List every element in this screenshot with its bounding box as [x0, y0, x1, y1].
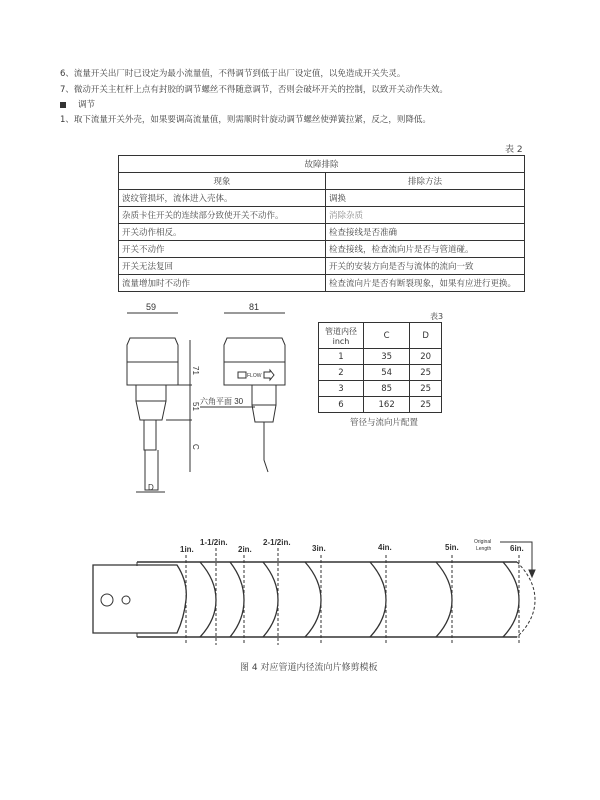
label-5in: 5in. — [445, 543, 459, 552]
flow-label: FLOW — [247, 373, 262, 379]
note-6: 6、流量开关出厂时已设定为最小流量值，不得调节到低于出厂设定值，以免造成开关失灵。 — [60, 69, 406, 79]
dim-width-59: 59 — [146, 302, 157, 312]
cell: 162 — [364, 397, 410, 413]
table-row — [319, 397, 442, 413]
label-1in: 1in. — [180, 545, 194, 554]
cell: 54 — [364, 365, 410, 381]
device-side-view — [200, 302, 285, 472]
table-row — [319, 349, 442, 365]
label-2-1-2in: 2-1/2in. — [263, 538, 291, 547]
dim-c: C — [191, 444, 200, 450]
remedy-cell: 检查流向片是否有断裂现象，如果有应进行更换。 — [326, 275, 525, 292]
pipe-paddle-table — [318, 322, 442, 413]
cell: 2 — [319, 365, 364, 381]
symptom-cell: 波纹管损坏，流体进入壳体。 — [119, 190, 326, 207]
symptom-cell: 开关不动作 — [119, 241, 326, 258]
label-2in: 2in. — [238, 545, 252, 554]
cell: 35 — [364, 349, 410, 365]
cell: 25 — [410, 397, 442, 413]
original-length-label: Length — [476, 546, 492, 552]
device-front-view — [127, 302, 200, 492]
table2-header: 现象 — [119, 173, 326, 190]
paddle-trim-template — [93, 538, 535, 645]
section-title: 调节 — [78, 100, 96, 110]
symptom-cell: 开关无法复回 — [119, 258, 326, 275]
table3-label: 表3 — [430, 312, 444, 321]
table3-header: D — [410, 323, 442, 349]
table-row — [319, 381, 442, 397]
label-3in: 3in. — [312, 544, 326, 553]
remedy-cell: 检查接线是否准确 — [326, 224, 525, 241]
hex-flat-label: 六角平面 30 — [200, 397, 244, 406]
dim-height-51: 51 — [191, 402, 200, 411]
remedy-cell: 调换 — [326, 190, 525, 207]
symptom-cell: 开关动作相反。 — [119, 224, 326, 241]
cell: 1 — [319, 349, 364, 365]
remedy-cell: 消除杂质 — [326, 207, 525, 224]
symptom-cell: 流量增加时不动作 — [119, 275, 326, 292]
table2-header: 排除方法 — [326, 173, 525, 190]
cell: 25 — [410, 381, 442, 397]
cell: 6 — [319, 397, 364, 413]
cell: 25 — [410, 365, 442, 381]
original-length-label: Original — [474, 539, 492, 545]
remedy-cell: 开关的安装方向是否与流体的流向一致 — [326, 258, 525, 275]
adjust-step-1: 1、取下流量开关外壳，如果要调高流量值，则需顺时针旋动调节螺丝使弹簧拉紧，反之，则降低。 — [60, 115, 431, 125]
table3-header: C — [364, 323, 410, 349]
table-row — [319, 365, 442, 381]
cell: 20 — [410, 349, 442, 365]
dim-width-81: 81 — [249, 302, 260, 312]
label-4in: 4in. — [378, 543, 392, 552]
table3-caption: 管径与流向片配置 — [350, 418, 419, 428]
table2-title: 故障排除 — [119, 156, 525, 173]
label-1-1-2in: 1-1/2in. — [200, 538, 228, 547]
remedy-cell: 检查接线，检查流向片是否与管道碰。 — [326, 241, 525, 258]
table3-header: 管道内径 inch — [319, 323, 364, 349]
cell: 85 — [364, 381, 410, 397]
symptom-cell: 杂质卡住开关的连续部分致使开关不动作。 — [119, 207, 326, 224]
table2-label: 表 2 — [505, 145, 523, 155]
label-6in: 6in. — [510, 544, 524, 553]
figure4-caption: 图 4 对应管道内径流向片修剪模板 — [240, 663, 378, 673]
dim-d: D — [148, 483, 154, 492]
note-7: 7、微动开关主杠杆上点有封胶的调节螺丝不得随意调节，否则会破坏开关的控制，以致开关动作失效。 — [60, 85, 448, 95]
dim-height-71: 71 — [191, 366, 200, 375]
cell: 3 — [319, 381, 364, 397]
